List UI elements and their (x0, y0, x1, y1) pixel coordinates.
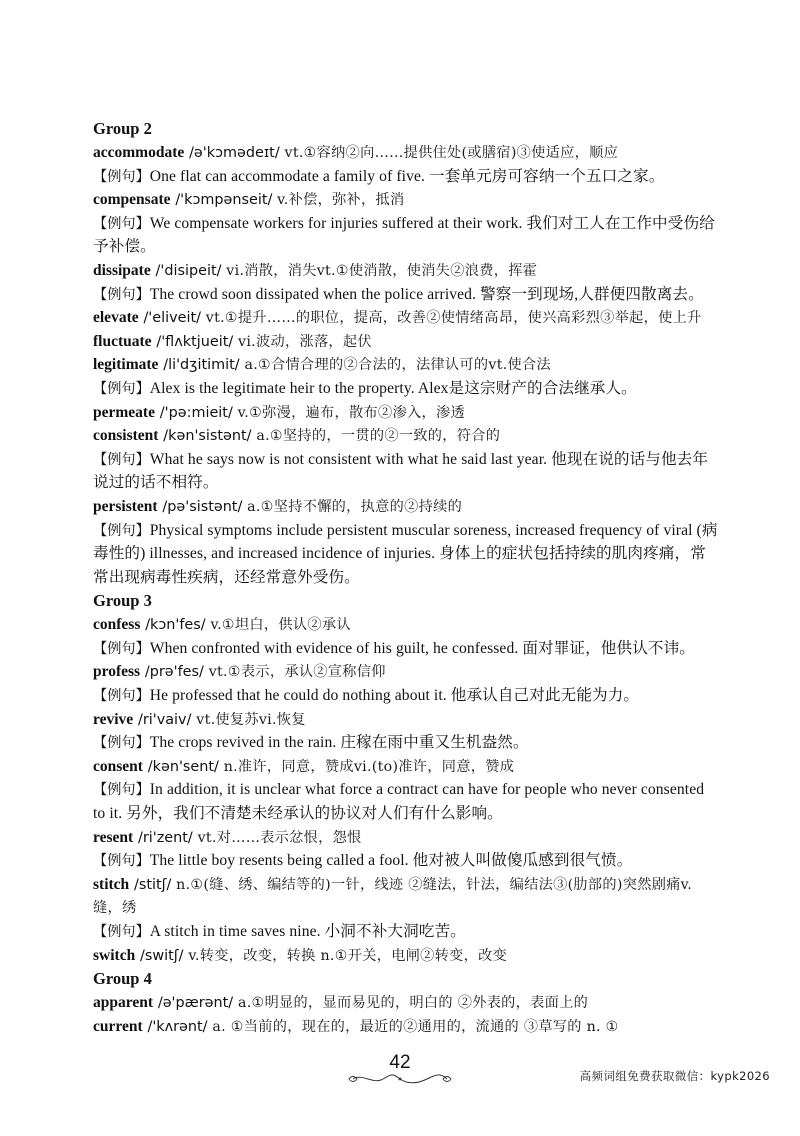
definition: vt.对……表示忿恨，怨恨 (197, 829, 362, 846)
footer-note: 高频词组免费获取微信：kypk2026 (579, 1069, 770, 1083)
definition: a. ①当前的，现在的，最近的②通用的，流通的 ③草写的 n. ① (212, 1018, 619, 1035)
phonetic: /pə'sistənt/ (162, 498, 243, 515)
headword: revive (93, 710, 134, 728)
headword: current (93, 1017, 143, 1035)
example-label: 【例句】 (93, 640, 150, 657)
vocab-entry (93, 944, 719, 968)
headword: consent (93, 757, 143, 775)
example-sentence (93, 165, 719, 189)
phonetic: /li'dʒitimit/ (163, 357, 240, 374)
example-text: A stitch in time saves nine. 小洞不补大洞吃苦。 (149, 923, 466, 940)
example-sentence (93, 212, 719, 259)
phonetic: /'flʌktjueit/ (156, 333, 234, 350)
phonetic: /kən'sent/ (147, 758, 219, 775)
definition: v.①弥漫，遍布，散布②渗入，渗透 (237, 404, 465, 421)
vocab-entry (93, 1015, 719, 1039)
phonetic: /prə'fes/ (144, 664, 204, 681)
example-sentence (93, 637, 719, 661)
headword: persistent (93, 497, 158, 515)
phonetic: /ri'vaiv/ (138, 711, 192, 728)
definition: vt.使复苏vi.恢复 (196, 711, 306, 728)
example-label: 【例句】 (93, 924, 150, 940)
definition: a.①明显的，显而易见的，明白的 ②外表的，表面上的 (237, 995, 589, 1012)
phonetic: /kən'sistənt/ (163, 428, 252, 445)
vocab-entry (93, 353, 719, 377)
vocab-entry (93, 330, 719, 354)
phonetic: /'disipeit/ (155, 262, 222, 279)
headword: compensate (93, 191, 171, 209)
headword: accommodate (93, 144, 185, 161)
example-sentence (93, 731, 719, 755)
vocab-entry (93, 708, 719, 732)
phonetic: /ə'kɔmədeɪt/ (189, 145, 280, 161)
phonetic: /switʃ/ (140, 947, 184, 964)
definition: vi.波动，涨落，起伏 (238, 333, 372, 350)
example-sentence (93, 519, 719, 590)
example-sentence (93, 849, 719, 873)
example-label: 【例句】 (93, 782, 150, 799)
vocab-entry (93, 424, 719, 448)
definition: n.①(缝、绣、编结等的)一针，线迹 ②缝法，针法，编结法③(肋部的)突然剧痛v.缝，绣 (93, 876, 693, 917)
phonetic: /ri'zent/ (138, 829, 193, 846)
example-sentence (93, 920, 719, 944)
example-sentence (93, 684, 719, 708)
headword: switch (93, 946, 136, 964)
definition: vt.①提升……的职位，提高，改善②使情绪高昂，使兴高彩烈③举起，使上升 (205, 310, 702, 327)
vocab-entry (93, 306, 719, 330)
definition: a.①合情合理的②合法的，法律认可的vt.使合法 (244, 357, 551, 374)
example-sentence (93, 283, 719, 307)
example-label: 【例句】 (93, 451, 150, 468)
definition: a.①坚持的，一贯的②一致的，符合的 (256, 428, 501, 445)
example-text: Alex is the legitimate heir to the property. Alex是这宗财产的合法继承人。 (149, 379, 637, 397)
headword: legitimate (93, 356, 159, 374)
definition: vi.消散，消失vt.①使消散，使消失②浪费，挥霍 (226, 262, 538, 279)
group-heading: Group 2 (93, 119, 152, 138)
vocab-entry (93, 873, 719, 920)
example-label: 【例句】 (93, 286, 150, 303)
headword: resent (93, 828, 134, 846)
headword: elevate (93, 309, 139, 327)
vocab-entry (93, 259, 719, 283)
vocab-entry (93, 660, 719, 684)
phonetic: /'kʌrənt/ (147, 1018, 208, 1035)
example-label: 【例句】 (93, 853, 150, 870)
vocab-entry (93, 755, 719, 779)
example-text: We compensate workers for injuries suffered at their work. 我们对工人在工作中受伤给予补偿。 (93, 214, 715, 256)
example-label: 【例句】 (93, 735, 150, 752)
example-text: The little boy resents being called a fool. 他对被人叫做傻瓜感到很气愤。 (149, 852, 633, 870)
headword: confess (93, 616, 141, 634)
example-text: When confronted with evidence of his guilt, he confessed. 面对罪证，他供认不讳。 (149, 639, 695, 657)
phonetic: /'kɔmpənseit/ (175, 192, 273, 209)
example-text: He professed that he could do nothing about it. 他承认自己对此无能为力。 (149, 687, 640, 705)
example-text: The crowd soon dissipated when the police arrived. 警察一到现场,人群便四散离去。 (149, 285, 704, 303)
headword: stitch (93, 875, 130, 893)
headword: profess (93, 663, 141, 681)
example-text: What he says now is not consistent with what he said last year. 他现在说的话与他去年说过的话不相符。 (93, 450, 709, 492)
headword: fluctuate (93, 332, 152, 350)
example-sentence (93, 377, 719, 401)
group-heading: Group 4 (93, 969, 152, 989)
example-label: 【例句】 (93, 688, 150, 705)
phonetic: /stitʃ/ (134, 876, 172, 893)
headword: permeate (93, 403, 155, 421)
vocab-entry (93, 401, 719, 425)
footer-ornament-icon (345, 1072, 455, 1086)
definition: n.准许，同意，赞成vi.(to)准许，同意，赞成 (223, 758, 515, 775)
example-sentence (93, 778, 719, 825)
example-label: 【例句】 (93, 380, 150, 397)
definition: vt.①容纳②向……提供住处(或膳宿)③使适应，顺应 (284, 145, 619, 161)
vocab-entry (93, 188, 719, 212)
example-label: 【例句】 (93, 522, 150, 539)
phonetic: /'pə:mieit/ (159, 404, 233, 421)
vocab-entry (93, 826, 719, 850)
example-text: The crops revived in the rain. 庄稼在雨中重又生机盎然。 (149, 734, 529, 752)
example-label: 【例句】 (93, 215, 150, 232)
example-text: One flat can accommodate a family of five. 一套单元房可容纳一个五口之家。 (149, 167, 665, 185)
headword: apparent (93, 994, 154, 1012)
headword: dissipate (93, 261, 151, 279)
vocabulary-content (93, 117, 719, 1038)
page-number: 42 (389, 1052, 411, 1073)
definition: v.转变，改变，转换 n.①开关，电闸②转变，改变 (188, 947, 508, 964)
definition: a.①坚持不懈的，执意的②持续的 (247, 498, 463, 515)
vocab-entry (93, 613, 719, 637)
example-text: Physical symptoms include persistent muscular soreness, increased frequency of viral (病毒性的) illnesses, and increased incidence of injuries. 身体上的症状包括持续的肌肉疼痛，常常出现病毒性疾病，还经常意外受伤。 (93, 521, 718, 586)
example-label: 【例句】 (93, 168, 150, 185)
definition: vt.①表示，承认②宣称信仰 (208, 664, 386, 681)
vocab-entry (93, 495, 719, 519)
example-sentence (93, 448, 719, 495)
vocab-entry (93, 141, 719, 165)
example-text: In addition, it is unclear what force a contract can have for people who never consented to it. 另外，我们不清楚未经承认的协议对人们有什么影响。 (93, 781, 705, 823)
phonetic: /ə'pærənt/ (157, 995, 234, 1012)
definition: v.补偿，弥补，抵消 (277, 192, 405, 209)
vocab-entry (93, 991, 719, 1015)
definition: v.①坦白，供认②承认 (210, 617, 351, 634)
phonetic: /'eliveit/ (143, 310, 201, 327)
phonetic: /kɔn'fes/ (145, 617, 206, 634)
headword: consistent (93, 427, 159, 445)
group-heading: Group 3 (93, 591, 152, 611)
